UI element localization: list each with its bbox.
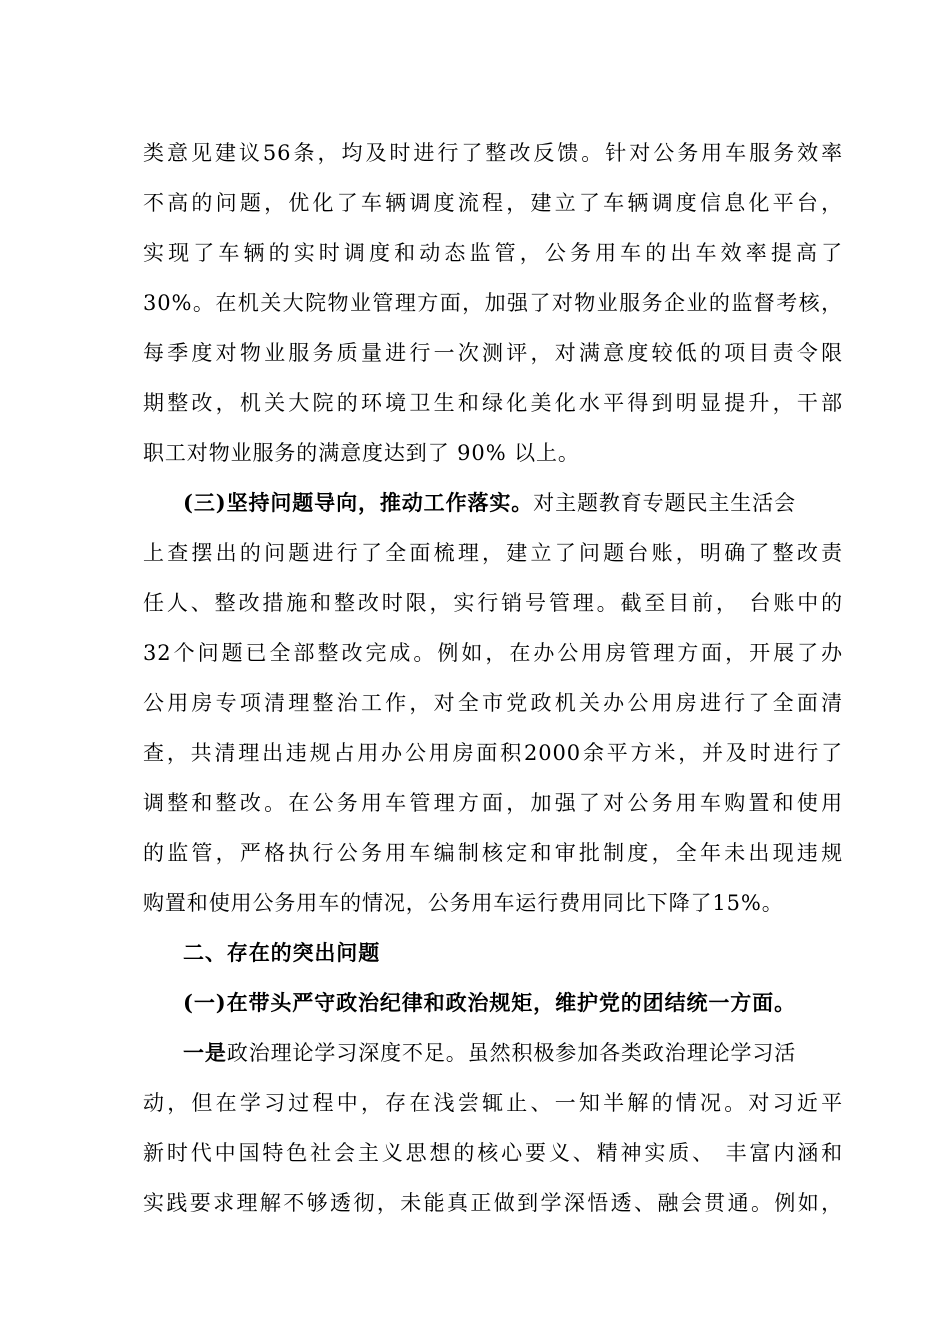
- paragraph-line: 上查摆出的问题进行了全面梳理，建立了问题台账，明确了整改责: [143, 541, 843, 565]
- paragraph-line: 购置和使用公务用车的情况，公务用车运行费用同比下降了15%。: [143, 891, 784, 915]
- paragraph-line: 32个问题已全部整改完成。例如，在办公用房管理方面，开展了办: [143, 641, 843, 665]
- paragraph-line: 30%。在机关大院物业管理方面，加强了对物业服务企业的监督考核，: [143, 291, 843, 315]
- paragraph-line: 不高的问题，优化了车辆调度流程，建立了车辆调度信息化平台，: [143, 191, 843, 215]
- section-3-first-line: [183, 483, 843, 523]
- paragraph-line: 查，共清理出违规占用办公用房面积2000余平方米，并及时进行了: [143, 741, 843, 765]
- paragraph-line: 任人、整改措施和整改时限，实行销号管理。截至目前， 台账中的: [143, 591, 843, 615]
- paragraph-line: 公用房专项清理整治工作，对全市党政机关办公用房进行了全面清: [143, 691, 843, 715]
- point-1-label: 一是: [183, 1040, 227, 1065]
- paragraph-line: 新时代中国特色社会主义思想的核心要义、精神实质、 丰富内涵和: [143, 1141, 843, 1165]
- paragraph-line: 的监管，严格执行公务用车编制核定和审批制度，全年未出现违规: [143, 841, 843, 865]
- paragraph-line: 实现了车辆的实时调度和动态监管，公务用车的出车效率提高了: [143, 241, 843, 265]
- paragraph-line: 实践要求理解不够透彻，未能真正做到学深悟透、融会贯通。例如，: [143, 1191, 843, 1215]
- paragraph-line: 职工对物业服务的满意度达到了 90% 以上。: [143, 441, 580, 465]
- part-2-heading: 二、存在的突出问题: [183, 940, 381, 965]
- section-3-text: 对主题教育专题民主生活会: [533, 491, 796, 515]
- paragraph-line: 期整改，机关大院的环境卫生和绿化美化水平得到明显提升，干部: [143, 391, 843, 415]
- paragraph-line: 类意见建议56条，均及时进行了整改反馈。针对公务用车服务效率: [143, 141, 843, 165]
- point-1-first-line: [183, 1033, 843, 1073]
- paragraph-line: 动，但在学习过程中，存在浅尝辄止、一知半解的情况。对习近平: [143, 1091, 843, 1115]
- paragraph-line: 每季度对物业服务质量进行一次测评，对满意度较低的项目责令限: [143, 341, 843, 365]
- paragraph-line: 调整和整改。在公务用车管理方面，加强了对公务用车购置和使用: [143, 791, 843, 815]
- section-3-heading: (三)坚持问题导向，推动工作落实。: [183, 490, 534, 515]
- part-2-subheading: (一)在带头严守政治纪律和政治规矩，维护党的团结统一方面。: [183, 990, 796, 1015]
- point-1-text: 政治理论学习深度不足。虽然积极参加各类政治理论学习活: [226, 1041, 797, 1065]
